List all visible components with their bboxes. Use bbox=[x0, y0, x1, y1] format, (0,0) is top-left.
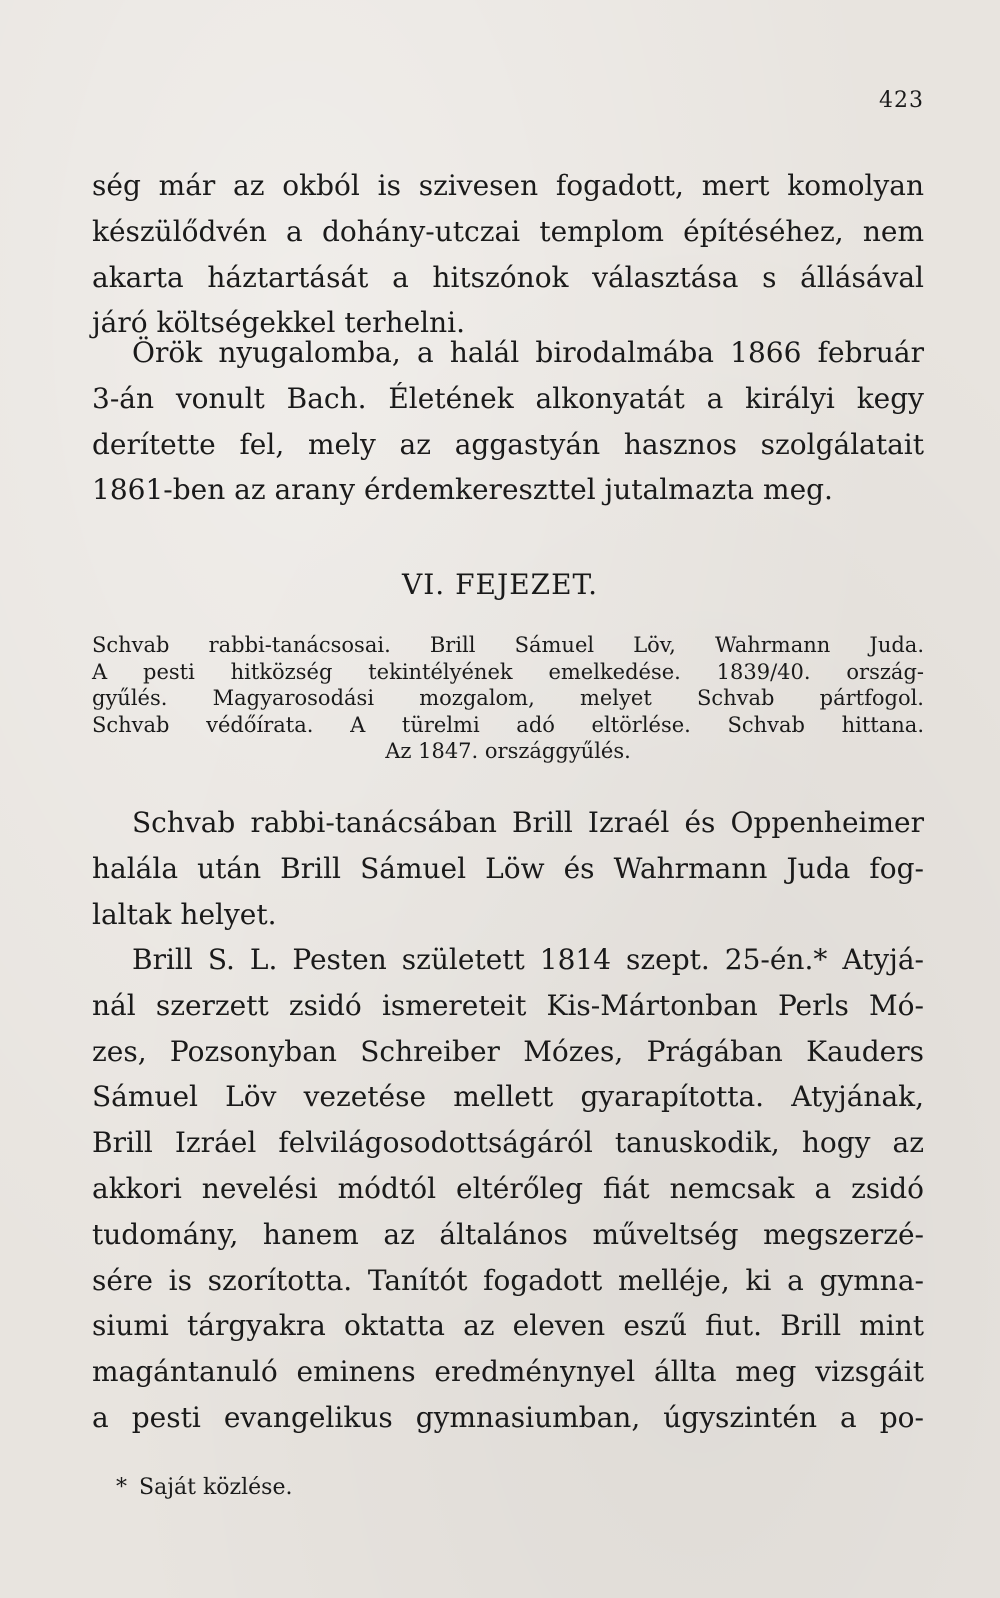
footnote-text: Saját közlése. bbox=[139, 1475, 293, 1500]
text-line: derítette fel, mely az aggastyán hasznos szolgálatait bbox=[92, 427, 924, 461]
text-line: készülődvén a dohány-utczai templom építéséhez, nem bbox=[92, 214, 924, 248]
paragraph-rabbi-council bbox=[92, 800, 924, 937]
text-line: ség már az okból is szivesen fogadott, mert komolyan bbox=[92, 169, 924, 202]
text-line: tudomány, hanem az általános műveltség megszerzé- bbox=[92, 1217, 924, 1251]
summary-line: A pesti hitközség tekintélyének emelkedése. 1839/40. ország- bbox=[92, 659, 924, 684]
text-line: Sámuel Löv vezetése mellett gyarapította. Atyjának, bbox=[92, 1080, 924, 1114]
paragraph-bach-death bbox=[92, 330, 924, 513]
paragraph-continuation bbox=[92, 163, 924, 346]
text-line: akarta háztartását a hitszónok választása s állásával bbox=[92, 260, 924, 294]
text-line: Örök nyugalomba, a halál birodalmába 1866 február bbox=[132, 336, 924, 369]
footnote bbox=[116, 1475, 292, 1500]
text-line: 1861-ben az arany érdemkereszttel jutalmazta meg. bbox=[92, 473, 833, 507]
text-line: sére is szorította. Tanítót fogadott melléje, ki a gymna- bbox=[92, 1263, 924, 1297]
text-line: siumi tárgyakra oktatta az eleven eszű fiut. Brill mint bbox=[92, 1309, 924, 1343]
text-line: járó költségekkel terhelni. bbox=[92, 306, 465, 340]
footnote-mark: * bbox=[116, 1475, 127, 1500]
text-line: halála után Brill Sámuel Löw és Wahrmann Juda fog- bbox=[92, 851, 924, 885]
summary-line: Schvab rabbi-tanácsosai. Brill Sámuel Löv, Wahrmann Juda. bbox=[92, 633, 924, 657]
chapter-summary bbox=[92, 632, 924, 765]
paragraph-brill-biography bbox=[92, 937, 924, 1441]
summary-line: gyűlés. Magyarosodási mozgalom, melyet Schvab pártfogol. bbox=[92, 686, 924, 710]
summary-line: Schvab védőírata. A türelmi adó eltörlése. Schvab hittana. bbox=[92, 712, 924, 737]
text-line: Schvab rabbi-tanácsában Brill Izraél és Oppenheimer bbox=[132, 806, 924, 839]
text-line: zes, Pozsonyban Schreiber Mózes, Prágában Kauders bbox=[92, 1034, 924, 1068]
text-line: a pesti evangelikus gymnasiumban, úgyszintén a po- bbox=[92, 1400, 924, 1434]
text-line: magántanuló eminens eredménynyel állta meg vizsgáit bbox=[92, 1355, 924, 1389]
text-line: Brill Izráel felvilágosodottságáról tanuskodik, hogy az bbox=[92, 1126, 924, 1160]
text-line: nál szerzett zsidó ismereteit Kis-Mártonban Perls Mó- bbox=[92, 988, 924, 1022]
text-line: akkori nevelési módtól eltérőleg fiát nemcsak a zsidó bbox=[92, 1171, 924, 1205]
text-line: Brill S. L. Pesten született 1814 szept. 25-én.* Atyjá- bbox=[132, 943, 924, 976]
page-number: 423 bbox=[879, 88, 924, 113]
text-line: laltak helyet. bbox=[92, 897, 277, 931]
summary-line: Az 1847. országgyűlés. bbox=[385, 739, 631, 763]
text-line: 3-án vonult Bach. Életének alkonyatát a királyi kegy bbox=[92, 381, 924, 415]
chapter-title: VI. FEJEZET. bbox=[402, 568, 598, 601]
